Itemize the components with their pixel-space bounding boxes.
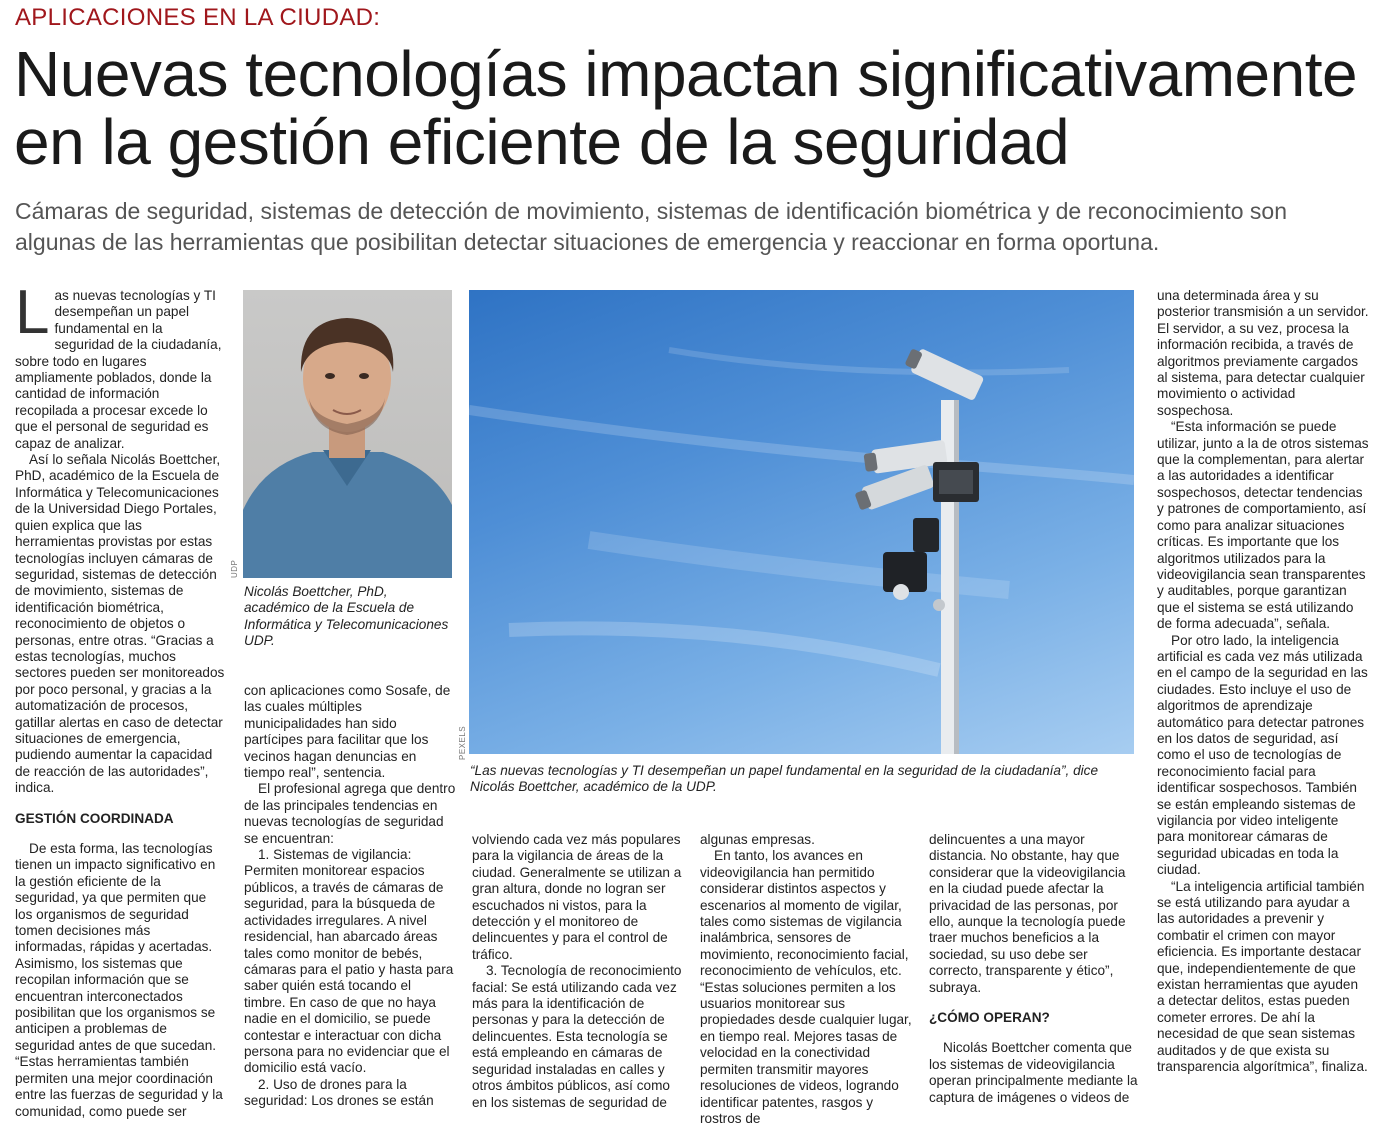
paragraph: volviendo cada vez más populares para la vigilancia de áreas de la ciudad. Generalmente se utilizan a gran altura, donde no logran ser escuchados ni vistos, para la detección y el monitoreo de delincuentes y para el control de tráfico. xyxy=(472,832,682,962)
paragraph: 1. Sistemas de vigilancia: Permiten monitorear espacios públicos, a través de cámaras de seguridad, para la búsqueda de actividades irregulares. A nivel residencial, han abarcado áreas tales como monitor de bebés, cámaras para el patio y hasta para saber quién está tocando el timbre. En caso de que no haya nadie en el domicilio, se puede contestar e interactuar con dicha persona para no evidenciar que el domicilio está vacío. xyxy=(244,847,454,1076)
article-column-3 xyxy=(472,832,684,1128)
section-heading-como-operan: ¿CÓMO OPERAN? xyxy=(929,1010,1050,1026)
paragraph: De esta forma, las tecnologías tienen un impacto significativo en la gestión eficiente de la seguridad, ya que permiten que los organismos de seguridad tomen decisiones más informadas, rápidas y acertadas. Asimismo, los sistemas que recopilan información que se encuentran interconectados posibilitan que los organismos se anticipen a problemas de seguridad antes de que sucedan. “Estas herramientas también permiten una mejor coordinación entre las fuerzas de seguridad y la comunidad, como puede ser xyxy=(15,841,223,1119)
headline xyxy=(14,40,1374,176)
article-column-5 xyxy=(929,832,1139,1128)
paragraph: “La inteligencia artificial también se está utilizando para ayudar a las autoridades a prevenir y combatir el crimen con mayor eficiencia. Es importante destacar que, independientemente de que existan herramientas que ayuden a detectar delitos, estas pueden cometer errores. De ahí la necesidad de que sean sistemas auditados y de que exista su transparencia algorítmica”, finaliza. xyxy=(1157,878,1368,1075)
portrait-photo xyxy=(243,290,452,578)
headline-line-1: Nuevas tecnologías impactan significativamente xyxy=(14,38,1358,110)
paragraph: Nicolás Boettcher comenta que los sistemas de videovigilancia operan principalmente mediante la captura de imágenes o videos de xyxy=(929,1040,1138,1105)
portrait-caption: Nicolás Boettcher, PhD, académico de la Escuela de Informática y Telecomunicaciones UDP. xyxy=(244,584,449,649)
security-cameras-photo xyxy=(469,290,1134,754)
paragraph: 3. Tecnología de reconocimiento facial: Se está utilizando cada vez más para la identificación de personas y para la detección de delincuentes. Esta tecnología se está empleando en cámaras de seguridad instaladas en calles y otros ámbitos públicos, así como en los sistemas de seguridad de xyxy=(472,963,682,1110)
paragraph: con aplicaciones como Sosafe, de las cuales múltiples municipalidades han sido partícipes para facilitar que los vecinos hagan denuncias en tiempo real”, sentencia. xyxy=(244,683,451,781)
photo-credit-udp: UDP xyxy=(230,559,239,578)
article-column-6 xyxy=(1157,288,1369,1128)
paragraph: Así lo señala Nicolás Boettcher, PhD, académico de la Escuela de Informática y Telecomunicaciones de la Universidad Diego Portales, quien explica que las herramientas provistas por estas tecnologías incluyen cámaras de seguridad, sistemas de detección de movimiento, sistemas de identificación biométrica, reconocimiento de objetos o personas, entre otras. “Gracias a estas tecnologías, muchos sectores pueden ser monitoreados por poco personal, y gracias a la automatización de procesos, gatillar alertas en caso de detectar situaciones de emergencia, pudiendo aumentar la capacidad de reacción de las autoridades”, indica. xyxy=(15,452,225,796)
article-column-2 xyxy=(244,683,456,1128)
security-cameras-illustration xyxy=(469,290,1134,754)
photo-credit-pexels: PEXELS xyxy=(458,725,467,760)
section-heading-gestion: GESTIÓN COORDINADA xyxy=(15,810,174,826)
paragraph: El profesional agrega que dentro de las principales tendencias en nuevas tecnologías de seguridad se encuentran: xyxy=(244,781,456,846)
paragraph: algunas empresas. xyxy=(700,832,815,847)
paragraph: Por otro lado, la inteligencia artificial es cada vez más utilizada en el campo de la seguridad en las ciudades. Esto incluye el uso de algoritmos de aprendizaje automático para detectar patrones en los datos de seguridad, así como el uso de tecnologías de reconocimiento facial para identificar sospechosos. También se están empleando sistemas de vigilancia por video inteligente para monitorear cámaras de seguridad ubicadas en toda la ciudad. xyxy=(1157,632,1368,878)
paragraph: delincuentes a una mayor distancia. No obstante, hay que considerar que la videovigilancia en la ciudad puede afectar la privacidad de las personas, por ello, aunque la tecnología puede traer muchos beneficios a la sociedad, su uso debe ser correcto, transparente y ético”, subraya. xyxy=(929,832,1126,995)
section-kicker: APLICACIONES EN LA CIUDAD: xyxy=(15,4,381,31)
paragraph: En tanto, los avances en videovigilancia han permitido considerar distintos aspectos y escenarios al momento de vigilar, tales como sistemas de vigilancia inalámbrica, sensores de movimiento, reconocimiento facial, reconocimiento de vehículos, etc. “Estas soluciones permiten a los usuarios monitorear sus propiedades desde cualquier lugar, en tiempo real. Mejores tasas de velocidad en la conectividad permiten transmitir mayores resoluciones de videos, logrando identificar patentes, rasgos y rostros de xyxy=(700,848,912,1126)
paragraph: “Esta información se puede utilizar, junto a la de otros sistemas que la complementan, para alertar a las autoridades a identificar sospechosos, detectar tendencias y patrones de comportamiento, así como para analizar situaciones críticas. Es importante que los algoritmos utilizados para la videovigilancia sean transparentes y auditables, porque garantizan que el sistema se está utilizando de forma adecuada”, señala. xyxy=(1157,419,1369,632)
paragraph: 2. Uso de drones para la seguridad: Los drones se están xyxy=(244,1076,434,1109)
article-column-1 xyxy=(15,288,225,1128)
paragraph: una determinada área y su posterior transmisión a un servidor. El servidor, a su vez, procesa la información recibida, a través de algoritmos previamente cargados al sistema, para detectar cualquier movimiento o actividad sospechosa. xyxy=(1157,288,1369,418)
article-column-4 xyxy=(700,832,912,1128)
headline-line-2: en la gestión eficiente de la seguridad xyxy=(14,106,1070,178)
lead-paragraph: Las nuevas tecnologías y TI desempeñan un papel fundamental en la seguridad de la ciudadanía, sobre todo en lugares ampliamente poblados, donde la cantidad de información recopilada a procesar excede lo que el personal de seguridad es capaz de analizar. xyxy=(15,288,222,451)
drop-cap: L xyxy=(15,288,50,347)
portrait-illustration xyxy=(243,290,452,578)
deck-subtitle: Cámaras de seguridad, sistemas de detección de movimiento, sistemas de identificación biométrica y de reconocimiento son algunas de las herramientas que posibilitan detectar situaciones de emergencia y reaccionar en forma oportuna. xyxy=(15,198,1288,255)
photo-caption: “Las nuevas tecnologías y TI desempeñan un papel fundamental en la seguridad de la ciudadanía”, dice Nicolás Boettcher, académico de la UDP. xyxy=(470,763,1099,795)
